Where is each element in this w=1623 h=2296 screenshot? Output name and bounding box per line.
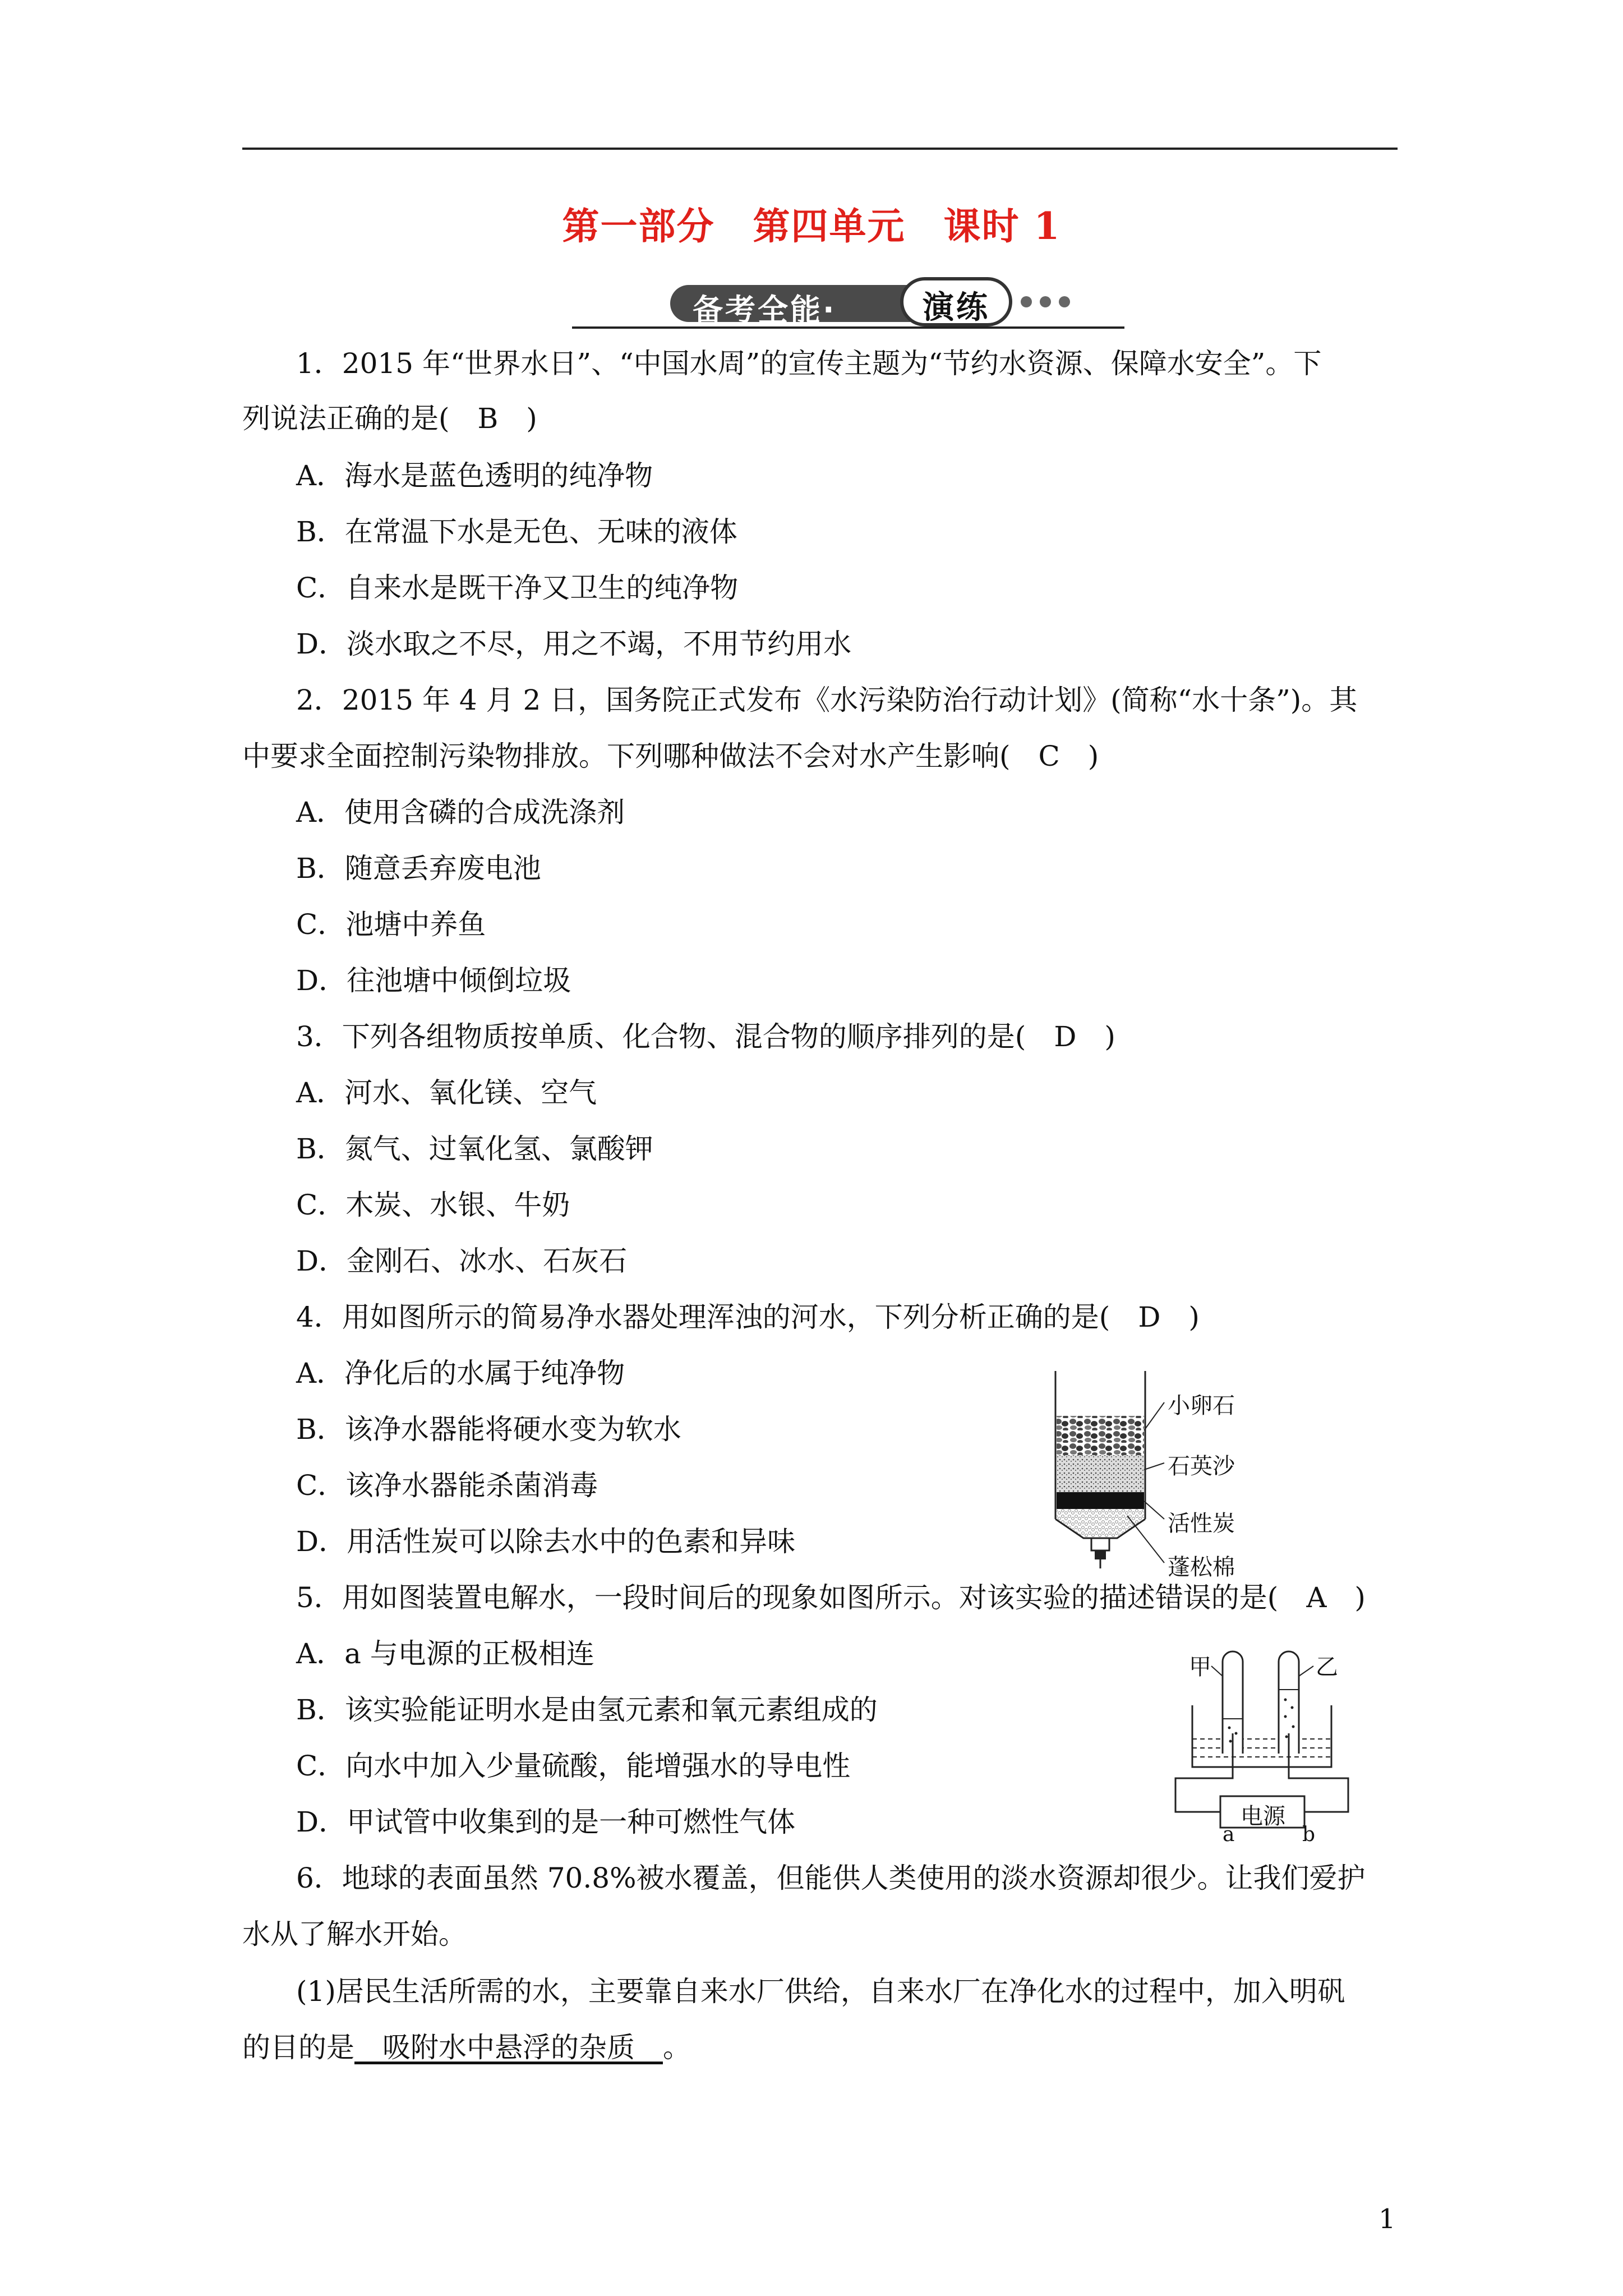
label-pebbles: 小卵石 (1168, 1393, 1235, 1419)
q5-option-a: A．a 与电源的正极相连 (296, 1637, 594, 1670)
q1-option-d: D．淡水取之不尽，用之不竭，不用节约用水 (296, 628, 852, 660)
label-power-source: 电源 (1241, 1803, 1285, 1829)
q6-stem-line1: 6．地球的表面虽然 70.8%被水覆盖，但能供人类使用的淡水资源却很少。让我们爱护 (296, 1862, 1366, 1894)
q3-stem-line1: 3．下列各组物质按单质、化合物、混合物的顺序排列的是( D ) (296, 1020, 1115, 1053)
q4-option-d: D．用活性炭可以除去水中的色素和异味 (296, 1525, 796, 1558)
q2-option-c: C．池塘中养鱼 (296, 908, 486, 941)
q4-option-a: A．净化后的水属于纯净物 (296, 1357, 625, 1389)
banner-text: 备考全能· (693, 292, 837, 328)
q4-option-b: B．该净水器能将硬水变为软水 (296, 1413, 681, 1446)
page-number: 1 (1378, 2203, 1396, 2235)
q2-option-b: B．随意丢弃废电池 (296, 852, 541, 885)
q2-stem-line2: 中要求全面控制污染物排放。下列哪种做法不会对水产生影响( C ) (242, 740, 1099, 772)
q3-option-c: C．木炭、水银、牛奶 (296, 1189, 570, 1221)
banner-underline (572, 326, 1124, 329)
q5-option-b: B．该实验能证明水是由氢元素和氧元素组成的 (296, 1694, 878, 1726)
q6-sub1-suffix: 。 (663, 2031, 691, 2064)
q1-option-c: C．自来水是既干净又卫生的纯净物 (296, 572, 739, 604)
q5-option-d: D．甲试管中收集到的是一种可燃性气体 (296, 1806, 796, 1838)
q6-sub1-answer-blank: 吸附水中悬浮的杂质 (354, 2031, 663, 2064)
banner-highlight-text: 演练 (923, 289, 990, 326)
label-terminal-a: a (1223, 1823, 1235, 1846)
label-quartz-sand: 石英沙 (1168, 1453, 1235, 1479)
header-rule (242, 148, 1398, 150)
q1-option-b: B．在常温下水是无色、无味的液体 (296, 516, 737, 548)
q5-option-c: C．向水中加入少量硫酸，能增强水的导电性 (296, 1750, 851, 1782)
q6-stem-line2: 水从了解水开始。 (242, 1918, 467, 1950)
q1-option-a: A．海水是蓝色透明的纯净物 (296, 459, 653, 492)
electrolysis-figure (1166, 1649, 1357, 1846)
q1-stem-line2: 列说法正确的是( B ) (242, 402, 537, 435)
label-cotton: 蓬松棉 (1168, 1554, 1235, 1580)
q6-sub1-line1: (1)居民生活所需的水，主要靠自来水厂供给，自来水厂在净化水的过程中，加入明矾 (296, 1975, 1345, 2008)
q5-stem-line1: 5．用如图装置电解水，一段时间后的现象如图所示。对该实验的描述错误的是( A ) (296, 1581, 1366, 1614)
q6-sub1-line2 (242, 2031, 691, 2064)
q2-option-d: D．往池塘中倾倒垃圾 (296, 964, 571, 997)
q3-option-a: A．河水、氧化镁、空气 (296, 1076, 597, 1109)
water-purifier-figure (1054, 1369, 1301, 1580)
label-terminal-b: b (1302, 1823, 1316, 1846)
section-banner (572, 280, 1124, 334)
q2-stem-line1: 2．2015 年 4 月 2 日，国务院正式发布《水污染防治行动计划》(简称“水十条”)。其 (296, 684, 1358, 716)
label-tube-yi: 乙 (1316, 1654, 1338, 1680)
banner-dots (1021, 296, 1078, 310)
label-tube-jia: 甲 (1189, 1654, 1211, 1680)
q1-stem-line1: 1．2015 年“世界水日”、“中国水周”的宣传主题为“节约水资源、保障水安全”。下 (296, 347, 1322, 380)
page-title: 第一部分 第四单元 课时 1 (562, 204, 1061, 248)
q3-option-d: D．金刚石、冰水、石灰石 (296, 1245, 628, 1277)
q4-option-c: C．该净水器能杀菌消毒 (296, 1469, 598, 1502)
label-activated-carbon: 活性炭 (1168, 1511, 1235, 1536)
q4-stem-line1: 4．用如图所示的简易净水器处理浑浊的河水，下列分析正确的是( D ) (296, 1301, 1200, 1333)
q6-sub1-prefix: 的目的是 (242, 2031, 354, 2064)
q2-option-a: A．使用含磷的合成洗涤剂 (296, 796, 625, 829)
q3-option-b: B．氮气、过氧化氢、氯酸钾 (296, 1133, 653, 1165)
